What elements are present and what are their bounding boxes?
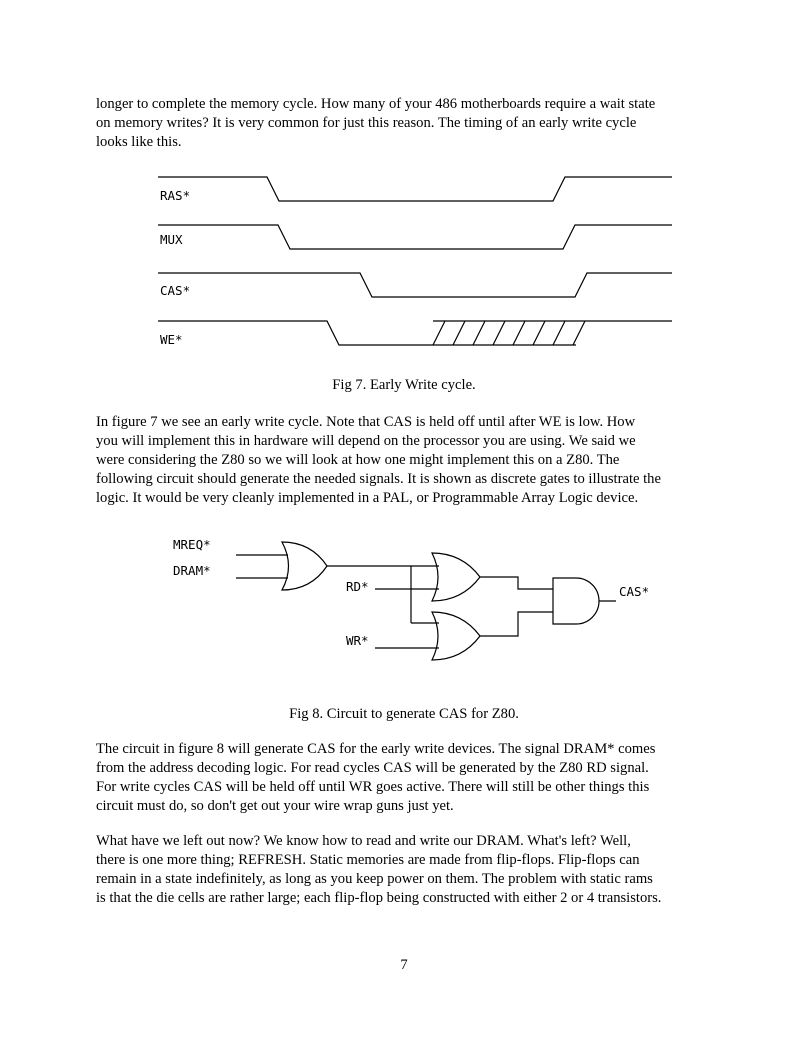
paragraph-refresh: [96, 832, 736, 908]
text-line: you will implement this in hardware will depend on the processor you are using. We said we: [96, 433, 636, 449]
or-gate-1: [282, 542, 327, 590]
text-line: remain in a state indefinitely, as long as you keep power on them. The problem with static rams: [96, 871, 653, 887]
circuit-label-wr: WR*: [346, 633, 369, 648]
or-gate-2: [432, 553, 480, 601]
text-line: In figure 7 we see an early write cycle. Note that CAS is held off until after WE is low. How: [96, 414, 636, 430]
caption-fig8: Fig 8. Circuit to generate CAS for Z80.: [289, 706, 519, 722]
circuit-label-rd: RD*: [346, 579, 369, 594]
text-line: is that the die cells are rather large; each flip-flop being constructed with either 2 or 4 transistors.: [96, 890, 662, 906]
text-line: looks like this.: [96, 134, 182, 150]
paragraph-circuit: [96, 740, 736, 816]
text-line: The circuit in figure 8 will generate CAS for the early write devices. The signal DRAM* comes: [96, 741, 656, 757]
and-gate: [553, 578, 599, 624]
text-line: For write cycles CAS will be held off until WR goes active. There will still be other things this: [96, 779, 650, 795]
text-line: circuit must do, so don't get out your wire wrap guns just yet.: [96, 798, 454, 814]
text-line: were considering the Z80 so we will look at how one might implement this on a Z80. The: [96, 452, 620, 468]
signal-label-we: WE*: [160, 332, 183, 347]
text-line: longer to complete the memory cycle. How many of your 486 motherboards require a wait state: [96, 96, 656, 112]
circuit-label-dram: DRAM*: [173, 563, 211, 578]
caption-fig7: Fig 7. Early Write cycle.: [332, 377, 476, 393]
circuit-label-cas: CAS*: [619, 584, 650, 599]
wire-gate2-out: [480, 577, 553, 589]
wire-gate3-out: [480, 612, 553, 636]
text-line: What have we left out now? We know how to read and write our DRAM. What's left? Well,: [96, 833, 631, 849]
signal-label-cas: CAS*: [160, 283, 191, 298]
text-line: from the address decoding logic. For read cycles CAS will be generated by the Z80 RD signal.: [96, 760, 649, 776]
signal-label-mux: MUX: [160, 232, 183, 247]
text-line: logic. It would be very cleanly implemented in a PAL, or Programmable Array Logic device.: [96, 490, 639, 506]
signal-label-ras: RAS*: [160, 188, 191, 203]
circuit-label-mreq: MREQ*: [173, 537, 211, 552]
text-line: following circuit should generate the needed signals. It is shown as discrete gates to illustrate the: [96, 471, 661, 487]
or-gate-3: [432, 612, 480, 660]
text-line: on memory writes? It is very common for just this reason. The timing of an early write cycle: [96, 115, 637, 131]
text-line: there is one more thing; REFRESH. Static memories are made from flip-flops. Flip-flops can: [96, 852, 640, 868]
page-number: 7: [400, 957, 408, 973]
